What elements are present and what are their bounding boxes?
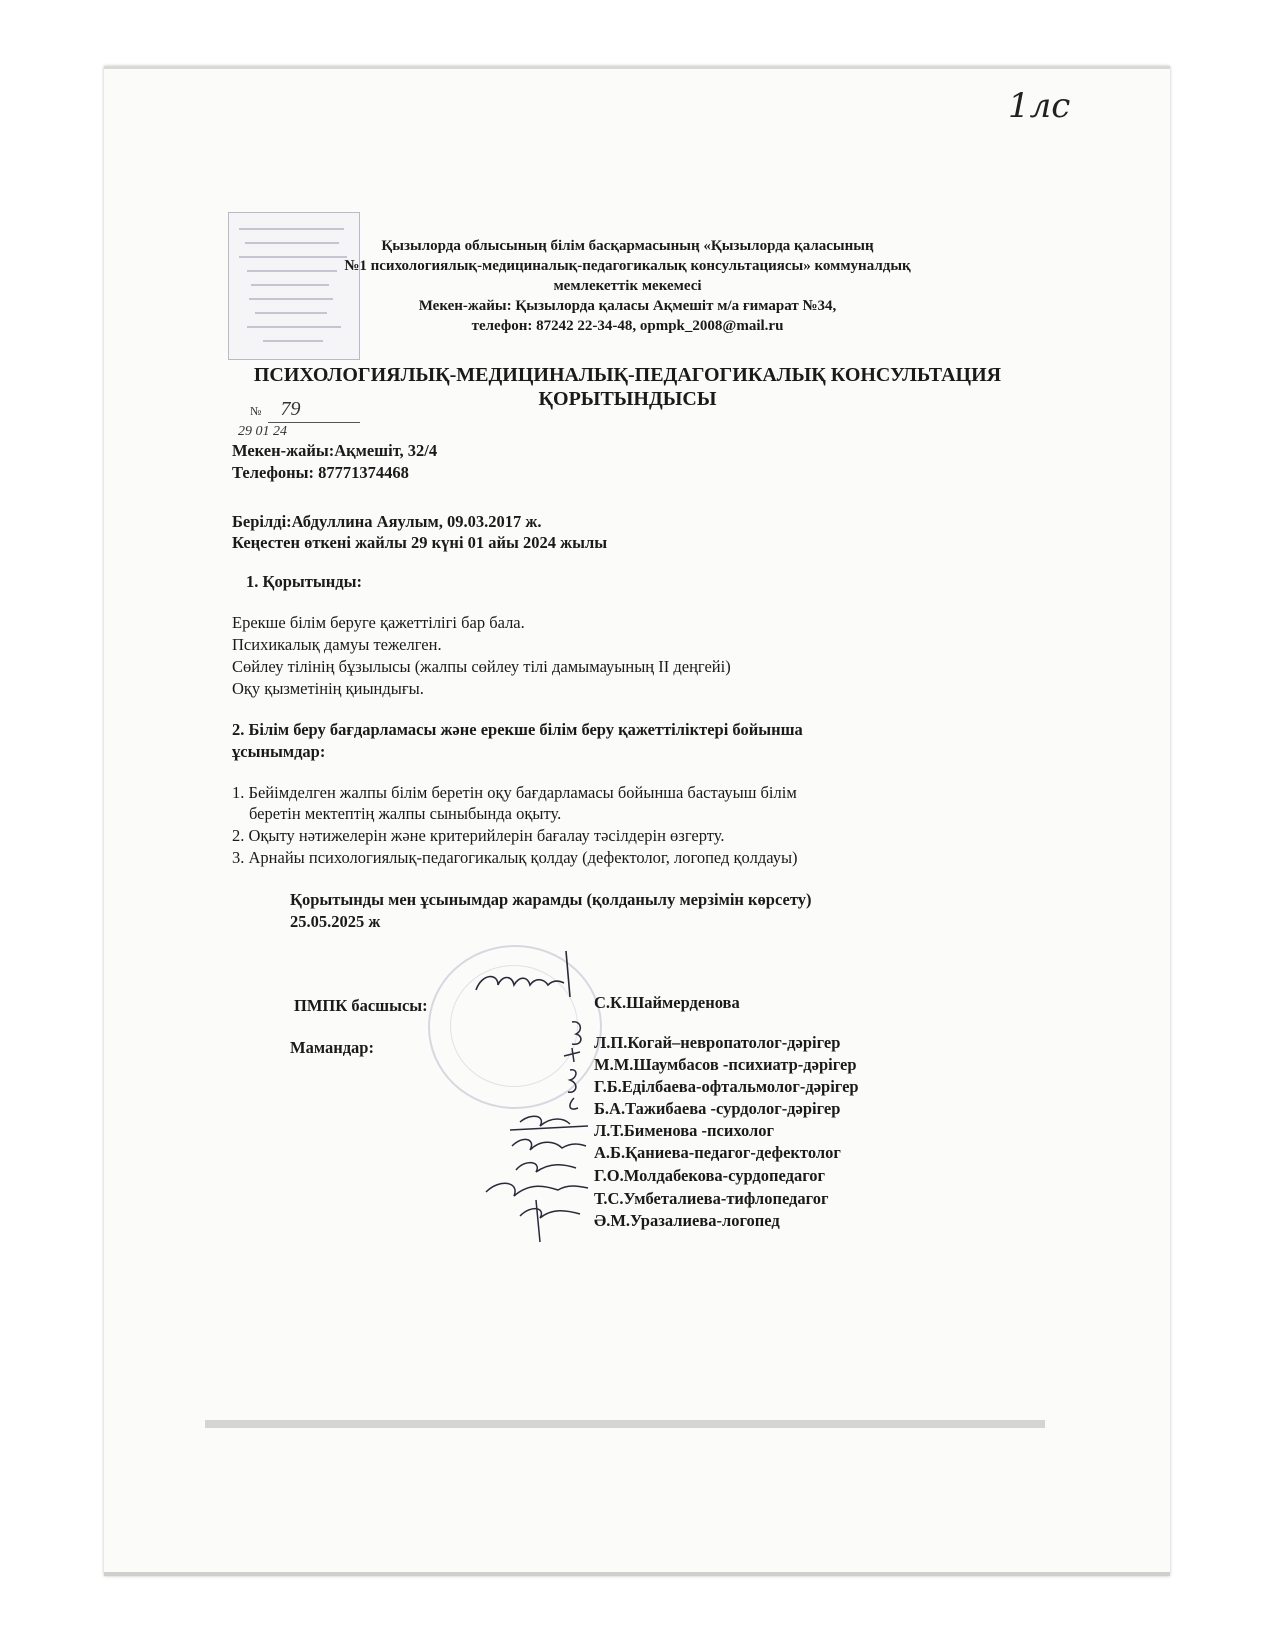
registration-underline [268,422,360,423]
inner-sheet-edge [205,1420,1045,1428]
registration-date: 29 01 24 [238,424,287,439]
consultation-date: Кеңестен өткені жайлы 29 күні 01 айы 2024 жылы [232,533,608,552]
recommendation-2: 2. Оқыту нәтижелерін және критерийлерін бағалау тәсілдерін өзгерту. [232,826,725,845]
specialist-defectologist: А.Б.Қаниева-педагог-дефектолог [594,1143,841,1162]
specialist-ophthalmologist: Г.Б.Еділбаева-офтальмолог-дәрігер [594,1077,859,1096]
registration-number [250,398,300,421]
specialist-audiologist: Б.А.Тажибаева -сурдолог-дәрігер [594,1099,841,1118]
validity-statement: Қорытынды мен ұсынымдар жарамды (қолданылу мерзімін көрсету) [290,890,812,909]
org-header-line-3: мемлекеттік мекемесі [553,278,702,294]
specialist-psychiatrist: М.М.Шаумбасов -психиатр-дәрігер [594,1055,857,1074]
scan-edge-top [104,66,1170,69]
scan-edge-bottom [104,1572,1170,1576]
registration-number-value: 79 [280,398,301,420]
specialist-neurologist: Л.П.Когай–невропатолог-дәрігер [594,1033,841,1052]
head-name: С.К.Шаймерденова [594,993,740,1012]
head-label: ПМПК басшысы: [294,996,428,1015]
conclusion-line-4: Оқу қызметінің қиындығы. [232,679,424,698]
specialist-typhlopedagogue: Т.С.Умбеталиева-тифлопедагог [594,1189,829,1208]
org-header-address: Мекен-жайы: Қызылорда қаласы Ақмешіт м/а ғимарат №34, [418,298,837,314]
head-signature-icon [468,945,588,1005]
recommendation-1-continued: беретін мектептің жалпы сыныбында оқыту. [249,804,562,823]
section-1-heading: 1. Қорытынды: [246,572,362,591]
document-title: ПСИХОЛОГИЯЛЫҚ-МЕДИЦИНАЛЫҚ-ПЕДАГОГИКАЛЫҚ КОНСУЛЬТАЦИЯ [253,364,1002,386]
conclusion-line-2: Психикалық дамуы тежелген. [232,635,442,654]
issued-to: Берілді:Абдуллина Аяулым, 09.03.2017 ж. [232,512,542,531]
conclusion-line-1: Ерекше білім беруге қажеттілігі бар бала. [232,613,525,632]
org-header-phone-email: телефон: 87242 22-34-48, opmpk_2008@mail.ru [471,318,784,334]
patient-phone: Телефоны: 87771374468 [232,463,409,482]
validity-date: 25.05.2025 ж [290,912,381,931]
section-2-heading: 2. Білім беру бағдарламасы және ерекше білім беру қажеттіліктері бойынша [232,720,803,739]
specialists-label: Мамандар: [290,1038,374,1057]
org-header-line-2: №1 психологиялық-медициналық-педагогикалық консультациясы» коммуналдық [344,258,911,274]
document-title-line-2: ҚОРЫТЫНДЫСЫ [538,388,717,410]
specialists-signatures-icon [480,1012,592,1250]
recommendation-3: 3. Арнайы психологиялық-педагогикалық қолдау (дефектолог, логопед қолдауы) [232,848,798,867]
section-2-heading-line-2: ұсынымдар: [232,742,326,761]
conclusion-line-3: Сөйлеу тілінің бұзылысы (жалпы сөйлеу тілі дамымауының II деңгейі) [232,657,731,676]
org-header-line-1: Қызылорда облысының білім басқармасының «Қызылорда қаласының [381,238,874,254]
recommendation-1: 1. Бейімделген жалпы білім беретін оқу бағдарламасы бойынша бастауыш білім [232,783,797,802]
corner-page-mark: 1лс [1008,86,1071,126]
patient-address: Мекен-жайы:Ақмешіт, 32/4 [232,441,438,460]
specialist-deaf-educator: Г.О.Молдабекова-сурдопедагог [594,1166,826,1185]
specialist-speech-therapist: Ә.М.Уразалиева-логопед [594,1211,780,1230]
specialist-psychologist: Л.Т.Бименова -психолог [594,1121,774,1140]
registration-prefix: № [250,404,262,418]
